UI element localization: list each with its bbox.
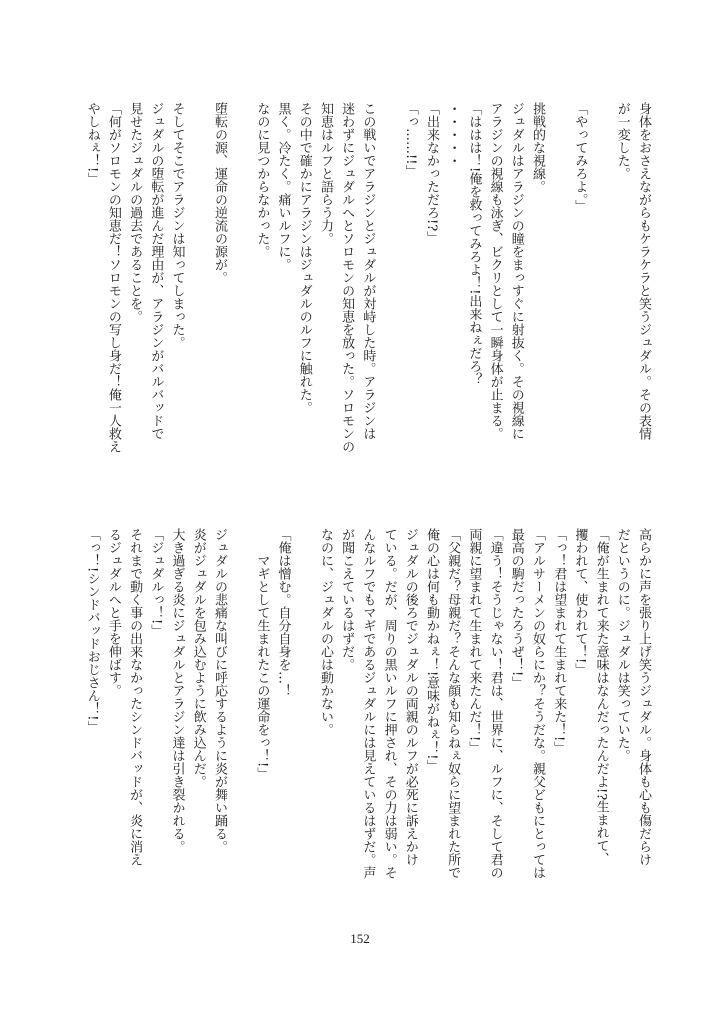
text-line: 大き過ぎる炎にジュダルとアラジン達は引き裂かれる。 — [169, 528, 185, 853]
text-line: 「ははは！!俺を救ってみろよ！!出来ねぇだろ？ — [466, 102, 482, 386]
text-line: 「っ！君は望まれて生まれて来た！!」 — [551, 528, 567, 755]
text-line: 高らかに声を張り上げ笑うジュダル。身体も心も傷だらけ — [636, 528, 651, 866]
text-line: その中で確かにアラジンはジュダルのルフに触れた。 — [296, 102, 312, 414]
text-line: だというのに。ジュダルは笑っていた。 — [614, 528, 630, 762]
text-line — [378, 102, 399, 512]
text-line: んなルフでもマギであるジュダルには見えているはずだ。声 — [360, 528, 376, 879]
text-line: 「父親だ？母親だ？そんな顔も知らねぇ奴らに望まれた所で — [445, 528, 461, 879]
text-line: 迷わずにジュダルへとソロモンの知恵を放った。ソロモンの — [339, 102, 355, 453]
text-line: やしねぇ！!」 — [84, 102, 100, 186]
text-line: 「出来なかっただろ!?」 — [423, 102, 439, 245]
text-line: 「何がソロモンの知恵だ！ソロモンの写し身だ！俺一人救え — [105, 102, 121, 453]
text-line: 最高の駒だったろうぜ！!」 — [508, 528, 524, 690]
text-line: 攫われて、使われて！!」 — [572, 528, 588, 677]
text-line: ている。だが、周りの黒いルフに押され、その力は弱い。そ — [381, 528, 397, 879]
text-line: 「俺が生まれて来た意味はなんだったんだよ!?生まれて、 — [593, 528, 609, 866]
text-line: なのに、ジュダルの心は動かない。 — [317, 528, 333, 736]
text-line: 「違う！そうじゃない！君は、世界に、ルフに、そして君の — [487, 528, 503, 879]
text-block-lower — [82, 528, 654, 928]
text-line: ジュダルの後ろでジュダルの両親のルフが必死に訴えかけ — [402, 528, 418, 866]
text-line: 「俺は憎む。自分自身を…！ — [275, 528, 291, 697]
text-line: それまで動く事の出来なかったシンドバッドが、炎に消え — [127, 528, 143, 866]
text-line: 炎がジュダルを包み込むように飲み込んだ。 — [190, 528, 206, 788]
text-line — [230, 528, 251, 928]
text-line: この戦いでアラジンとジュダルが対峙した時。アラジンは — [360, 102, 376, 440]
text-line: アラジンの視線も泳ぎ、ビクリとして一瞬身体が止まる。 — [487, 102, 503, 440]
text-line — [590, 102, 611, 512]
text-line — [294, 528, 315, 928]
text-line: 「ジュダルっ！!」 — [148, 528, 164, 638]
text-line: 「っ……!!」 — [402, 102, 418, 178]
text-line: 堕転の源、運命の逆流の源が。 — [211, 102, 227, 284]
text-line: ジュダルの悲痛な叫びに呼応するように炎が舞い踊る。 — [211, 528, 227, 853]
text-block-upper — [82, 102, 654, 512]
text-line: ・・・・・ — [445, 102, 461, 167]
text-line: 「やってみろよ。」 — [572, 102, 588, 213]
text-line: 俺の心は何も動かねぇ！!意味がねぇ！!」 — [423, 528, 439, 773]
text-line: マギとして生まれたこの運命をっ！!」 — [254, 528, 270, 781]
text-line: なのに見つからなかった。 — [254, 102, 270, 258]
text-line: 知恵はルフと語らう力。 — [317, 102, 333, 245]
text-line: ジュダルの堕転が進んだ理由が、アラジンがバルバッドで — [148, 102, 164, 440]
text-line: 「アルサーメンの奴らにか？そうだな。親父どもにとっては — [529, 528, 545, 879]
text-line: 黒く。冷たく。痛いルフに。 — [275, 102, 291, 271]
text-line: 見せたジュダルの過去であることを。 — [127, 102, 143, 323]
text-line — [188, 102, 209, 512]
text-line — [230, 102, 251, 512]
text-line: そしてそこでアラジンは知ってしまった。 — [169, 102, 185, 349]
text-line — [548, 102, 569, 512]
text-line: が聞こえているはずだ。 — [339, 528, 355, 671]
text-line: が一変した。 — [614, 102, 630, 180]
text-line: 「っ！!シンドバッドおじさん！!」 — [84, 528, 100, 734]
text-line: 両親に望まれて生まれて来たんだ！!」 — [466, 528, 482, 755]
text-line: るジュダルへと手を伸ばす。 — [105, 528, 121, 697]
text-line: ジュダルはアラジンの瞳をまっすぐに射抜く。その視線に — [508, 102, 524, 440]
text-line: 身体をおさえながらもケラケラと笑うジュダル。その表情 — [636, 102, 651, 440]
page-number: 152 — [350, 931, 370, 946]
text-line: 挑戦的な視線。 — [529, 102, 545, 193]
